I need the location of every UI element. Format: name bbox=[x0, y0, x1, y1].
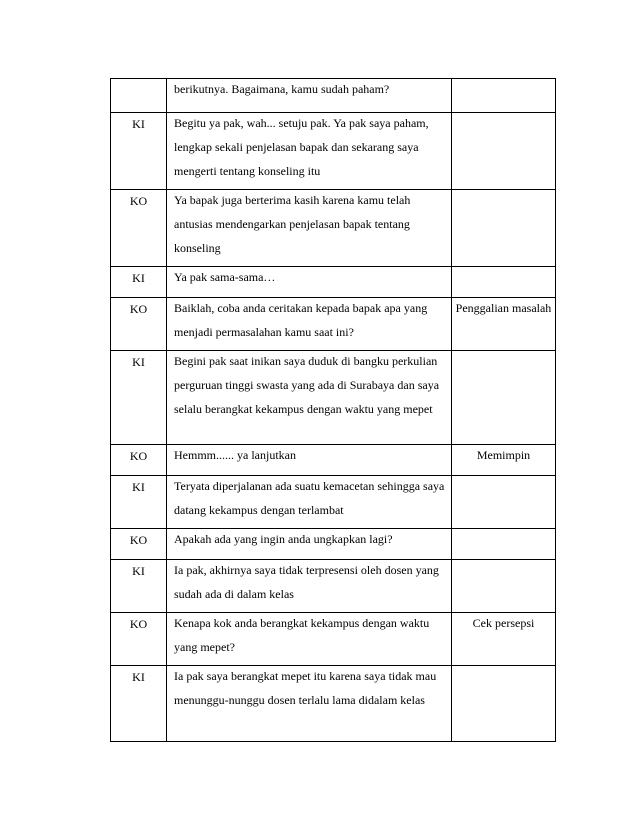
dialog-cell bbox=[167, 79, 452, 113]
table-row bbox=[111, 529, 556, 560]
table-row bbox=[111, 190, 556, 267]
dialog-cell bbox=[167, 560, 452, 613]
speaker-label: KO bbox=[129, 194, 148, 208]
speaker-label: KI bbox=[132, 670, 145, 684]
speaker-cell bbox=[111, 529, 167, 560]
dialog-cell bbox=[167, 351, 452, 445]
speaker-label: KO bbox=[129, 617, 148, 631]
dialog-cell bbox=[167, 298, 452, 351]
table-row bbox=[111, 445, 556, 476]
dialog-text: Ya bapak juga berterima kasih karena kamu telah antusias mendengarkan penjelasan bapak tentang konseling bbox=[174, 193, 411, 255]
speaker-label: KI bbox=[132, 271, 145, 285]
note-cell bbox=[452, 445, 556, 476]
dialog-text: Teryata diperjalanan ada suatu kemacetan sehingga saya datang kekampus dengan terlambat bbox=[174, 479, 445, 517]
dialog-text: Baiklah, coba anda ceritakan kepada bapak apa yang menjadi permasalahan kamu saat ini? bbox=[174, 301, 428, 339]
dialog-text: Ia pak, akhirnya saya tidak terpresensi oleh dosen yang sudah ada di dalam kelas bbox=[174, 563, 439, 601]
dialog-text: Ya pak sama-sama… bbox=[174, 270, 276, 284]
note-cell bbox=[452, 267, 556, 298]
note-text: Cek persepsi bbox=[472, 616, 535, 630]
note-text: Penggalian masalah bbox=[455, 301, 552, 315]
speaker-cell bbox=[111, 190, 167, 267]
speaker-label: KI bbox=[132, 117, 145, 131]
note-cell bbox=[452, 113, 556, 190]
speaker-cell bbox=[111, 560, 167, 613]
dialog-cell bbox=[167, 476, 452, 529]
note-cell bbox=[452, 560, 556, 613]
note-cell bbox=[452, 666, 556, 742]
table-row bbox=[111, 351, 556, 445]
note-cell bbox=[452, 613, 556, 666]
dialog-text: Kenapa kok anda berangkat kekampus dengan waktu yang mepet? bbox=[174, 616, 430, 654]
note-cell bbox=[452, 351, 556, 445]
note-cell bbox=[452, 79, 556, 113]
speaker-label: KO bbox=[129, 449, 148, 463]
dialog-cell bbox=[167, 666, 452, 742]
table-row bbox=[111, 267, 556, 298]
note-cell bbox=[452, 298, 556, 351]
dialog-text: Begini pak saat inikan saya duduk di bangku perkulian perguruan tinggi swasta yang ada di Surabaya dan saya selalu berangkat kekampus dengan waktu yang mepet bbox=[174, 354, 440, 416]
speaker-label: KI bbox=[132, 355, 145, 369]
speaker-cell bbox=[111, 445, 167, 476]
dialog-text: berikutnya. Bagaimana, kamu sudah paham? bbox=[174, 82, 390, 96]
dialog-cell bbox=[167, 190, 452, 267]
dialog-cell bbox=[167, 113, 452, 190]
table-row bbox=[111, 79, 556, 113]
dialog-text: Ia pak saya berangkat mepet itu karena saya tidak mau menunggu-nunggu dosen terlalu lama didalam kelas bbox=[174, 669, 437, 707]
note-cell bbox=[452, 476, 556, 529]
table-row bbox=[111, 560, 556, 613]
speaker-cell bbox=[111, 298, 167, 351]
dialog-text: Hemmm...... ya lanjutkan bbox=[174, 448, 296, 462]
table-row bbox=[111, 666, 556, 742]
speaker-cell bbox=[111, 476, 167, 529]
dialog-cell bbox=[167, 267, 452, 298]
speaker-cell bbox=[111, 79, 167, 113]
table-row bbox=[111, 476, 556, 529]
speaker-cell bbox=[111, 613, 167, 666]
table-row bbox=[111, 298, 556, 351]
dialog-cell bbox=[167, 613, 452, 666]
speaker-label: KO bbox=[129, 533, 148, 547]
table-row bbox=[111, 113, 556, 190]
speaker-label: KI bbox=[132, 480, 145, 494]
speaker-label: KI bbox=[132, 564, 145, 578]
speaker-cell bbox=[111, 113, 167, 190]
dialogue-table bbox=[110, 78, 556, 742]
speaker-cell bbox=[111, 267, 167, 298]
speaker-label: KO bbox=[129, 302, 148, 316]
table-row bbox=[111, 613, 556, 666]
note-cell bbox=[452, 529, 556, 560]
dialog-cell bbox=[167, 529, 452, 560]
dialog-text: Apakah ada yang ingin anda ungkapkan lagi? bbox=[174, 532, 393, 546]
dialog-text: Begitu ya pak, wah... setuju pak. Ya pak saya paham, lengkap sekali penjelasan bapak dan sekarang saya mengerti tentang konseling itu bbox=[174, 116, 429, 178]
note-text: Memimpin bbox=[476, 448, 531, 462]
dialog-cell bbox=[167, 445, 452, 476]
speaker-cell bbox=[111, 351, 167, 445]
note-cell bbox=[452, 190, 556, 267]
speaker-cell bbox=[111, 666, 167, 742]
